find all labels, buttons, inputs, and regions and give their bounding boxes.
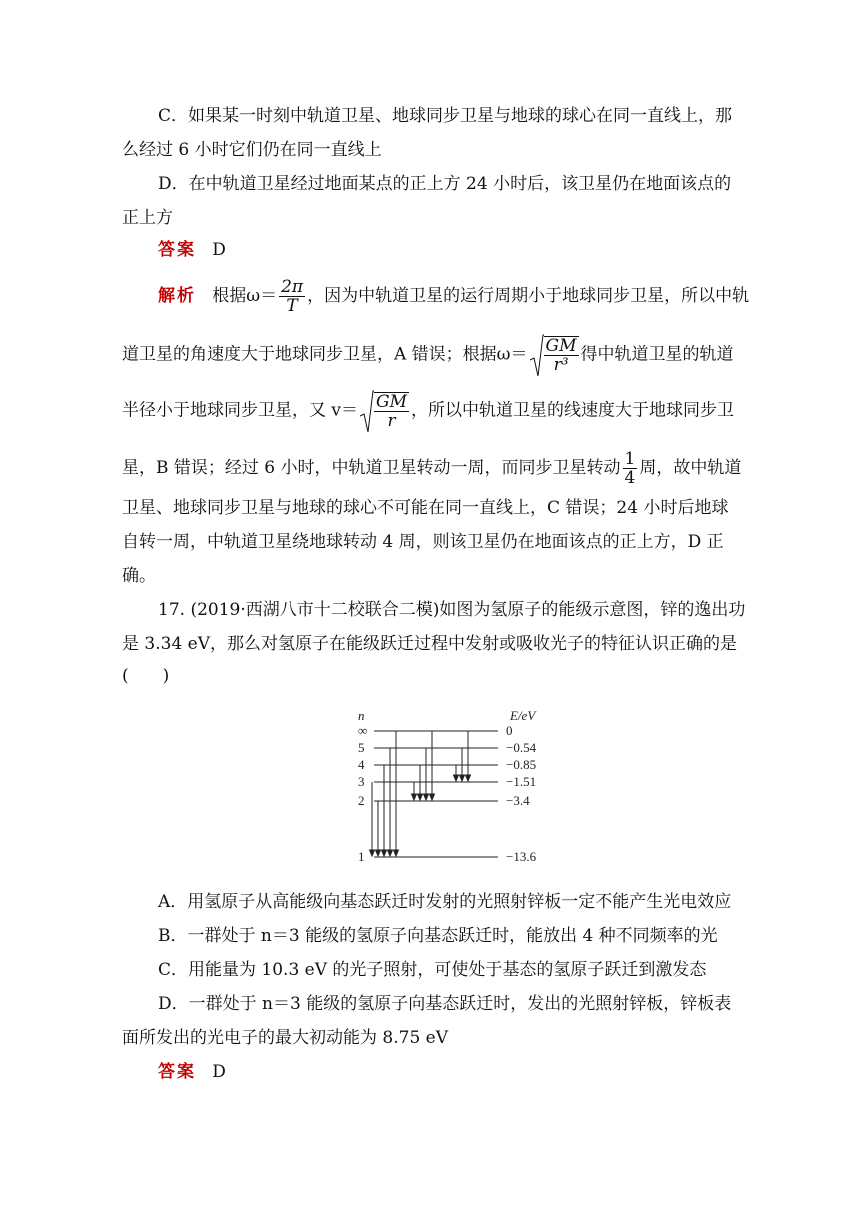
analysis-text: 半径小于地球同步卫星，又 v＝ — [122, 400, 359, 421]
transition-arrowhead — [466, 775, 471, 781]
level-n-label: 5 — [358, 740, 365, 755]
level-energy-label: −0.54 — [506, 740, 537, 755]
analysis-text: 星，B 错误；经过 6 小时，中轨道卫星转动一周，而同步卫星转动 — [122, 458, 621, 478]
analysis-text: 周，故中轨道 — [639, 458, 742, 478]
option-d-line2-q17: 面所发出的光电子的最大初动能为 8.75 eV — [122, 1028, 448, 1048]
option-c: C．用能量为 10.3 eV 的光子照射，可使处于基态的氢原子跃迁到激发态 — [158, 960, 707, 980]
level-n-label: ∞ — [358, 723, 368, 738]
transition-arrowhead — [376, 850, 381, 856]
transition-arrowhead — [418, 794, 423, 800]
analysis-text: 根据ω＝ — [212, 286, 278, 306]
option-d-line1-q17: D．一群处于 n＝3 能级的氢原子向基态跃迁时，发出的光照射锌板，锌板表 — [158, 994, 732, 1014]
option-c-line1: C．如果某一时刻中轨道卫星、地球同步卫星与地球的球心在同一直线上，那 — [158, 106, 733, 126]
transition-arrowhead — [388, 850, 393, 856]
question-17-line3: ( ) — [122, 666, 170, 686]
transition-arrowhead — [370, 850, 375, 856]
energy-axis-label: E/eV — [510, 708, 536, 723]
level-energy-label: −13.6 — [506, 849, 537, 864]
fraction-2pi-over-t: $\frac{2\pi}{T}$ — [281, 277, 304, 316]
option-c-line2: 么经过 6 小时它们仍在同一直线上 — [122, 140, 382, 160]
analysis-line3 — [122, 392, 734, 430]
energy-level-diagram — [352, 704, 552, 870]
answer-label: 答案 — [158, 240, 196, 260]
sqrt-gm-over-r: $\frac{GM}{r}$ — [360, 392, 409, 430]
level-energy-label: 0 — [506, 723, 513, 738]
question-17-line2: 是 3.34 eV，那么对氢原子在能级跃迁过程中发射或吸收光子的特征认识正确的是 — [122, 634, 737, 654]
option-b: B．一群处于 n＝3 能级的氢原子向基态跃迁时，能放出 4 种不同频率的光 — [158, 926, 718, 946]
transition-arrowhead — [460, 775, 465, 781]
question-17-line1: 17. (2019·西湖八市十二校联合二模)如图为氢原子的能级示意图，锌的逸出功 — [158, 600, 746, 620]
analysis-text: 道卫星的角速度大于地球同步卫星，A 错误；根据ω＝ — [122, 344, 528, 365]
transition-arrowhead — [424, 794, 429, 800]
sqrt-gm-over-r3: $\frac{GM}{\text{r³}}$ — [530, 336, 579, 374]
answer-value: D — [212, 240, 226, 260]
level-n-label: 4 — [358, 757, 365, 772]
transition-arrowhead — [454, 775, 459, 781]
level-n-label: 1 — [358, 849, 365, 864]
transition-arrowhead — [382, 850, 387, 856]
fraction-one-quarter: $\frac{1}{4}$ — [624, 449, 636, 488]
analysis-label: 解析 — [158, 286, 196, 306]
level-energy-label: −1.51 — [506, 774, 537, 789]
analysis-line6: 自转一周，中轨道卫星绕地球转动 4 周，则该卫星仍在地面该点的正上方，D 正 — [122, 532, 724, 552]
analysis-text: ，所以中轨道卫星的线速度大于地球同步卫 — [411, 400, 735, 421]
answer-1 — [158, 238, 226, 262]
n-axis-label: n — [358, 708, 365, 723]
level-energy-label: −3.4 — [506, 793, 530, 808]
answer-2 — [158, 1060, 226, 1084]
analysis-line7: 确。 — [122, 566, 156, 586]
analysis-line4 — [122, 450, 741, 487]
transition-arrowhead — [430, 794, 435, 800]
analysis-line2 — [122, 336, 734, 374]
option-d-line2: 正上方 — [122, 208, 173, 228]
option-a: A．用氢原子从高能级向基态跃迁时发射的光照射锌板一定不能产生光电效应 — [158, 892, 732, 912]
analysis-line1 — [158, 278, 749, 315]
level-n-label: 3 — [358, 774, 365, 789]
level-energy-label: −0.85 — [506, 757, 537, 772]
transition-arrowhead — [412, 794, 417, 800]
option-d-line1: D．在中轨道卫星经过地面某点的正上方 24 小时后，该卫星仍在地面该点的 — [158, 174, 732, 194]
answer-value: D — [212, 1062, 226, 1082]
analysis-line5: 卫星、地球同步卫星与地球的球心不可能在同一直线上，C 错误；24 小时后地球 — [122, 498, 729, 518]
analysis-text: ，因为中轨道卫星的运行周期小于地球同步卫星，所以中轨 — [307, 286, 750, 306]
answer-label: 答案 — [158, 1062, 196, 1082]
transition-arrowhead — [394, 850, 399, 856]
level-n-label: 2 — [358, 793, 365, 808]
analysis-text: 得中轨道卫星的轨道 — [580, 344, 734, 365]
